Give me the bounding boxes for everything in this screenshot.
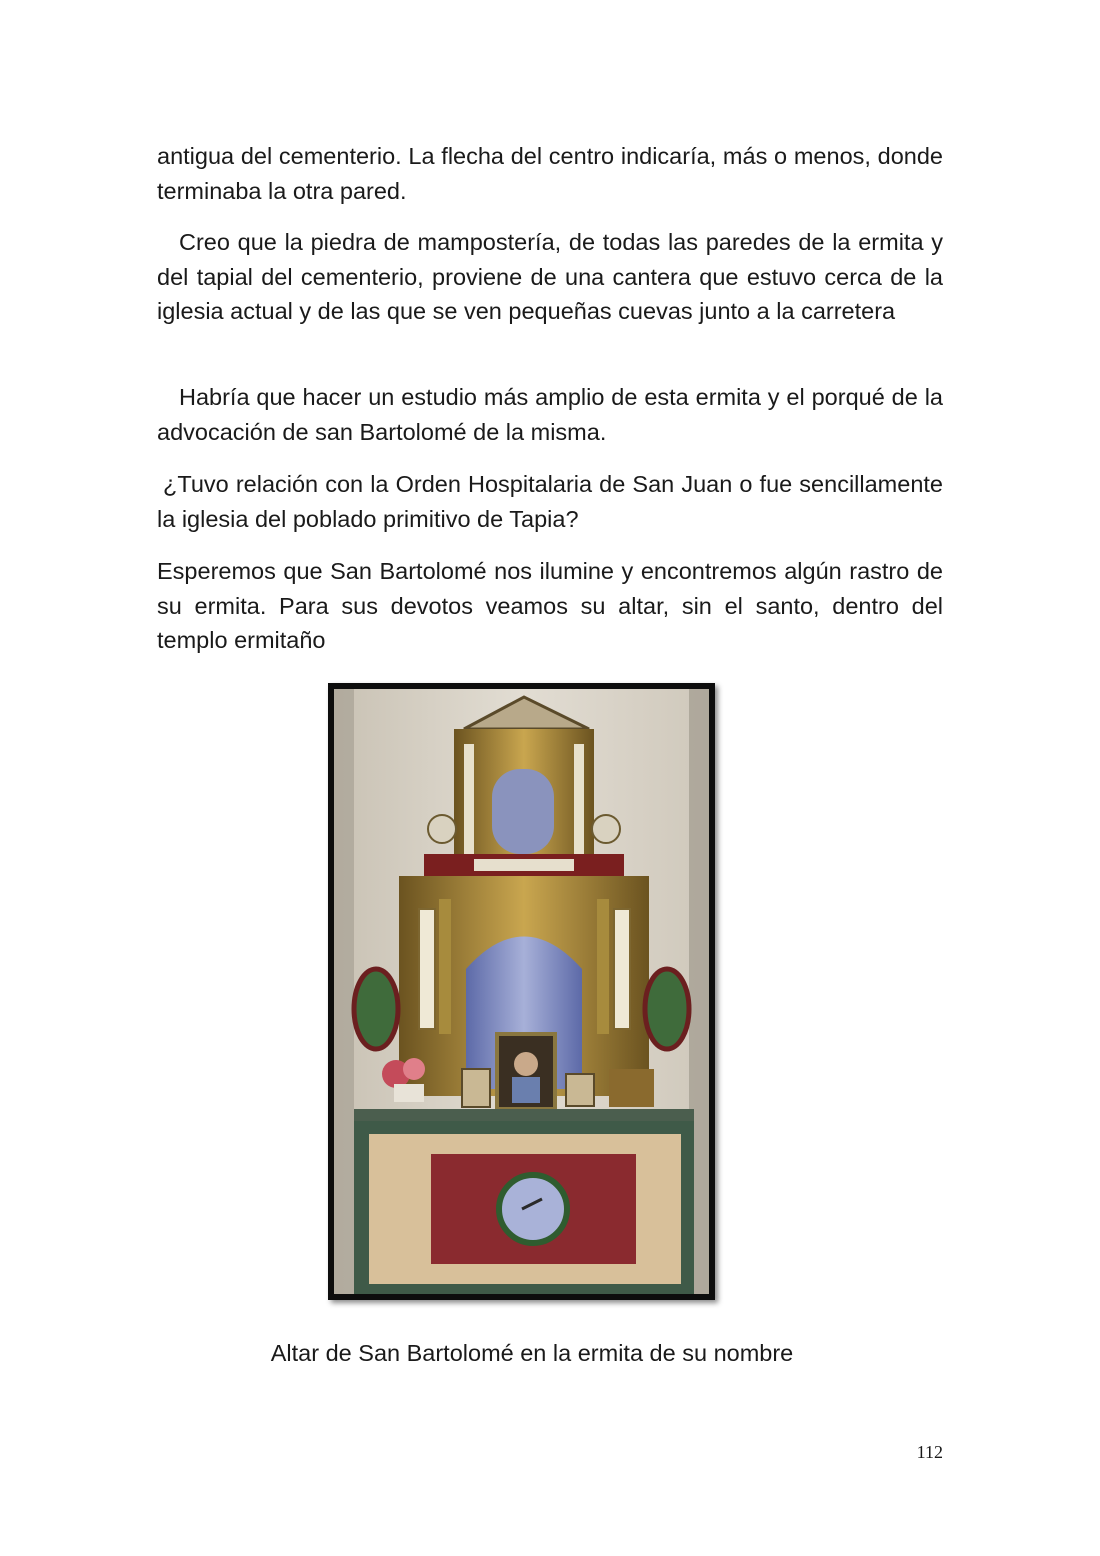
paragraph-further-study: Habría que hacer un estudio más amplio de esta ermita y el porqué de la advocación de san Bartolomé de la misma.: [157, 384, 943, 445]
altar-photo: [328, 683, 715, 1300]
altar-photo-image: [334, 689, 709, 1294]
figure-caption: Altar de San Bartolomé en la ermita de su nombre: [270, 1340, 794, 1366]
paragraph-question: ¿Tuvo relación con la Orden Hospitalaria de San Juan o fue sencillamente la iglesia del poblado primitivo de Tapia?: [157, 471, 943, 532]
paragraph-continuation: antigua del cementerio. La flecha del centro indicaría, más o menos, donde terminaba la otra pared.: [157, 143, 943, 204]
paragraph-stone-origin: Creo que la piedra de mampostería, de todas las paredes de la ermita y del tapial del cementerio, proviene de una cantera que estuvo cerca de la iglesia actual y de las que se ven pequeñas cuevas junto a la carretera: [157, 229, 943, 324]
page-number: 112: [916, 1442, 943, 1462]
paragraph-closing: Esperemos que San Bartolomé nos ilumine y encontremos algún rastro de su ermita. Para sus devotos veamos su altar, sin el santo, dentro del templo ermitaño: [157, 558, 943, 653]
